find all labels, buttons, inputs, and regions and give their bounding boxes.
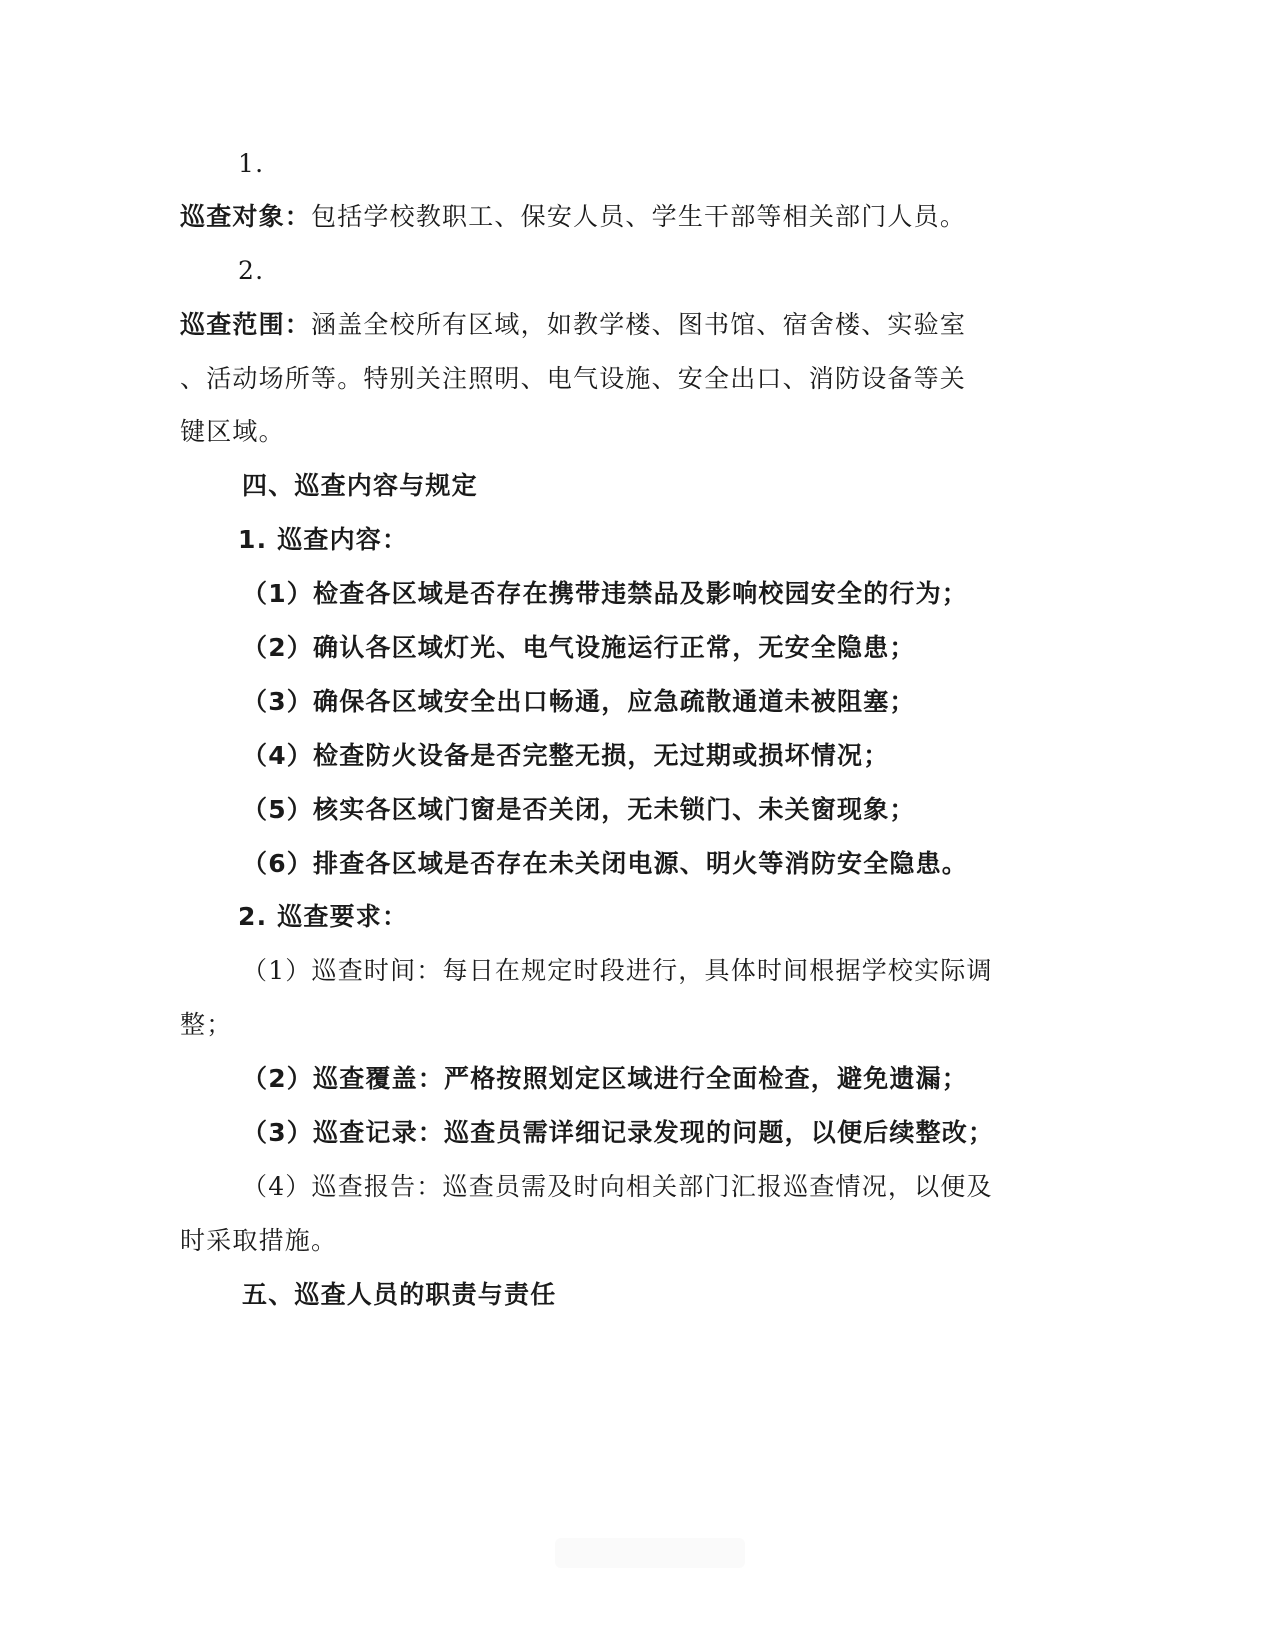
- content-item: （5）核实各区域门窗是否关闭，无未锁门、未关窗现象；: [242, 795, 916, 824]
- requirement-report-line1: （4）巡查报告：巡查员需及时向相关部门汇报巡查情况，以便及: [242, 1172, 993, 1201]
- item-number-2: 2.: [238, 256, 265, 285]
- content-item: （1）检查各区域是否存在携带违禁品及影响校园安全的行为；: [242, 579, 968, 608]
- text-patrol-targets: 包括学校教职工、保安人员、学生干部等相关部门人员。: [311, 202, 967, 231]
- requirement-time-line1: （1）巡查时间：每日在规定时段进行，具体时间根据学校实际调: [242, 956, 993, 985]
- section-heading-4: 四、巡查内容与规定: [242, 471, 478, 500]
- content-item: （6）排查各区域是否存在未关闭电源、明火等消防安全隐患。: [242, 849, 968, 878]
- item-number-1: 1.: [238, 149, 265, 178]
- text-patrol-scope-line1: 涵盖全校所有区域，如教学楼、图书馆、宿舍楼、实验室: [311, 310, 967, 339]
- requirement-records: （3）巡查记录：巡查员需详细记录发现的问题，以便后续整改；: [242, 1118, 995, 1147]
- requirement-coverage: （2）巡查覆盖：严格按照划定区域进行全面检查，避免遗漏；: [242, 1064, 968, 1093]
- requirement-report-line2: 时采取措施。: [180, 1226, 338, 1255]
- text-patrol-scope-line3: 键区域。: [180, 417, 285, 446]
- paragraph-patrol-scope: [180, 307, 966, 343]
- paragraph-patrol-targets: [180, 199, 966, 235]
- content-item: （4）检查防火设备是否完整无损，无过期或损坏情况；: [242, 741, 890, 770]
- text-patrol-scope-line2: 、活动场所等。特别关注照明、电气设施、安全出口、消防设备等关: [180, 364, 967, 393]
- subheading-patrol-content: 1. 巡查内容：: [238, 525, 409, 554]
- label-patrol-scope: 巡查范围：: [180, 310, 312, 339]
- section-heading-5: 五、巡查人员的职责与责任: [242, 1280, 557, 1309]
- requirement-time-line2: 整；: [180, 1010, 233, 1039]
- label-patrol-targets: 巡查对象：: [180, 202, 312, 231]
- faint-footer-mark: [555, 1538, 745, 1568]
- subheading-patrol-requirements: 2. 巡查要求：: [238, 902, 409, 931]
- content-item: （3）确保各区域安全出口畅通，应急疏散通道未被阻塞；: [242, 687, 916, 716]
- content-item: （2）确认各区域灯光、电气设施运行正常，无安全隐患；: [242, 633, 916, 662]
